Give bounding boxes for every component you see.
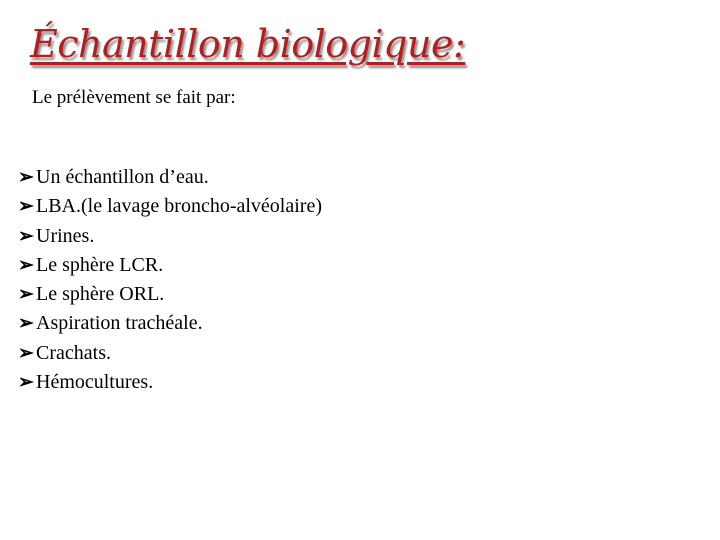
list-item — [18, 192, 322, 221]
arrowhead-bullet-icon: ➢ — [18, 225, 34, 247]
slide-title: Échantillon biologique: — [30, 22, 466, 66]
list-item-label: LBA.(le lavage broncho-alvéolaire) — [36, 195, 322, 218]
list-item — [18, 163, 322, 192]
list-item-label: Un échantillon d’eau. — [36, 166, 209, 188]
list-item-label: Le sphère LCR. — [36, 253, 164, 276]
intro-text: Le prélèvement se fait par: — [32, 87, 236, 108]
list-item-label: Crachats. — [36, 341, 111, 364]
list-item — [18, 368, 322, 397]
arrowhead-bullet-icon: ➢ — [18, 167, 34, 188]
list-item-label: Urines. — [36, 224, 95, 247]
list-item — [18, 280, 322, 309]
arrowhead-bullet-icon: ➢ — [18, 284, 34, 306]
list-item-label: Hémocultures. — [36, 371, 154, 394]
sample-list — [18, 163, 322, 397]
arrowhead-bullet-icon: ➢ — [18, 342, 34, 364]
list-item — [18, 339, 322, 368]
list-item-label: Le sphère ORL. — [36, 283, 165, 306]
arrowhead-bullet-icon: ➢ — [18, 313, 34, 335]
arrowhead-bullet-icon: ➢ — [18, 196, 34, 218]
list-item-label: Aspiration trachéale. — [36, 312, 203, 335]
list-item — [18, 222, 322, 251]
list-item — [18, 309, 322, 338]
list-item — [18, 251, 322, 280]
arrowhead-bullet-icon: ➢ — [18, 254, 34, 276]
arrowhead-bullet-icon: ➢ — [18, 372, 34, 394]
